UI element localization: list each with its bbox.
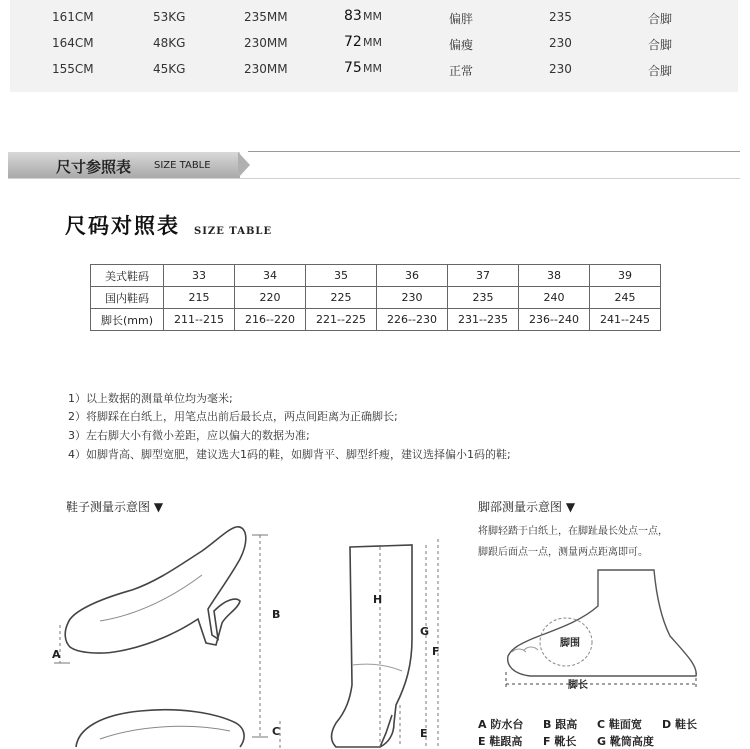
size-cell: 235 — [549, 10, 572, 24]
shoe-diagram-title: 鞋子测量示意图 ▼ — [66, 500, 164, 514]
label-g: G — [420, 625, 430, 638]
girth-unit: MM — [363, 36, 382, 49]
banner-subtitle: SIZE TABLE — [154, 160, 211, 171]
foot-length-cell: 230MM — [244, 62, 288, 76]
legend-item: G 靴筒高度 — [597, 735, 654, 748]
row-label: 国内鞋码 — [91, 287, 164, 309]
table-cell: 241--245 — [590, 309, 661, 331]
boot-outline — [332, 545, 413, 747]
size-chart-title: 尺码对照表 — [65, 213, 180, 238]
foot-length-label: 脚长 — [568, 680, 588, 691]
shape-cell: 偏胖 — [449, 12, 474, 26]
table-cell: 33 — [164, 265, 235, 287]
height-cell: 155CM — [52, 62, 94, 76]
pump-shoe-outline — [65, 527, 246, 653]
legend-item: F 靴长 — [543, 735, 577, 748]
table-cell: 245 — [590, 287, 661, 309]
table-cell: 236--240 — [519, 309, 590, 331]
legend-item: D 鞋长 — [662, 718, 697, 731]
fit-reference-table — [10, 0, 738, 92]
table-cell: 231--235 — [448, 309, 519, 331]
table-cell: 240 — [519, 287, 590, 309]
shape-cell: 偏瘦 — [449, 38, 474, 52]
table-cell: 220 — [235, 287, 306, 309]
banner-title: 尺寸参照表 — [56, 158, 132, 176]
table-cell: 221--225 — [306, 309, 377, 331]
table-cell: 39 — [590, 265, 661, 287]
girth-cell: 75 — [344, 60, 362, 76]
size-cell: 230 — [549, 62, 572, 76]
weight-cell: 45KG — [153, 62, 186, 76]
girth-cell: 83 — [344, 8, 362, 24]
table-cell: 235 — [448, 287, 519, 309]
foot-outline — [508, 570, 697, 676]
label-a: A — [52, 648, 61, 661]
shoe-measurement-diagram — [40, 515, 460, 748]
flat-shoe-outline — [76, 710, 244, 747]
girth-unit: MM — [363, 10, 382, 23]
foot-length-cell: 230MM — [244, 36, 288, 50]
label-b: B — [272, 608, 281, 621]
label-e: E — [420, 727, 428, 740]
legend-item: B 跟高 — [543, 718, 578, 731]
table-cell: 226--230 — [377, 309, 448, 331]
fit-cell: 合脚 — [648, 12, 673, 26]
foot-length-cell: 235MM — [244, 10, 288, 24]
foot-instruction: 将脚轻踏于白纸上，在脚趾最长处点一点， — [478, 526, 668, 537]
legend-item: A 防水台 — [478, 718, 524, 731]
legend-item: C 鞋面宽 — [597, 718, 642, 731]
table-row — [91, 309, 661, 331]
table-cell: 38 — [519, 265, 590, 287]
table-row — [10, 30, 738, 56]
shape-cell: 正常 — [449, 64, 474, 78]
label-c: C — [272, 725, 281, 738]
label-h: H — [373, 593, 383, 606]
table-cell: 34 — [235, 265, 306, 287]
table-cell: 211--215 — [164, 309, 235, 331]
row-label: 脚长(mm) — [91, 309, 164, 331]
table-cell: 216--220 — [235, 309, 306, 331]
note-item: 2）将脚踩在白纸上，用笔点出前后最长点，两点间距离为正确脚长; — [68, 410, 398, 423]
table-cell: 225 — [306, 287, 377, 309]
table-cell: 230 — [377, 287, 448, 309]
section-banner — [8, 150, 740, 180]
banner-arrow — [238, 152, 250, 178]
fit-cell: 合脚 — [648, 38, 673, 52]
table-row — [91, 287, 661, 309]
table-cell: 215 — [164, 287, 235, 309]
height-cell: 161CM — [52, 10, 94, 24]
table-row — [91, 265, 661, 287]
girth-unit: MM — [363, 62, 382, 75]
table-cell: 37 — [448, 265, 519, 287]
foot-diagram-title: 脚部测量示意图 ▼ — [478, 500, 576, 514]
size-cell: 230 — [549, 36, 572, 50]
foot-girth-label: 脚围 — [560, 638, 580, 649]
weight-cell: 48KG — [153, 36, 186, 50]
note-item: 1）以上数据的测量单位均为毫米; — [68, 392, 233, 405]
legend-item: E 鞋跟高 — [478, 735, 523, 748]
foot-measurement-diagram — [490, 562, 720, 692]
height-cell: 164CM — [52, 36, 94, 50]
size-chart-subtitle: SIZE TABLE — [194, 226, 273, 237]
divider — [8, 178, 740, 179]
note-item: 4）如脚背高、脚型宽肥，建议选大1码的鞋，如脚背平、脚型纤瘦，建议选择偏小1码的鞋; — [68, 448, 511, 461]
divider — [248, 151, 740, 152]
fit-cell: 合脚 — [648, 64, 673, 78]
row-label: 美式鞋码 — [91, 265, 164, 287]
table-row — [10, 56, 738, 82]
label-f: F — [432, 645, 440, 658]
foot-instruction: 脚跟后面点一点，测量两点距离即可。 — [478, 547, 648, 558]
girth-cell: 72 — [344, 34, 362, 50]
size-table — [90, 264, 661, 331]
table-cell: 35 — [306, 265, 377, 287]
table-row — [10, 4, 738, 30]
weight-cell: 53KG — [153, 10, 186, 24]
table-cell: 36 — [377, 265, 448, 287]
note-item: 3）左右脚大小有微小差距，应以偏大的数据为准; — [68, 429, 310, 442]
